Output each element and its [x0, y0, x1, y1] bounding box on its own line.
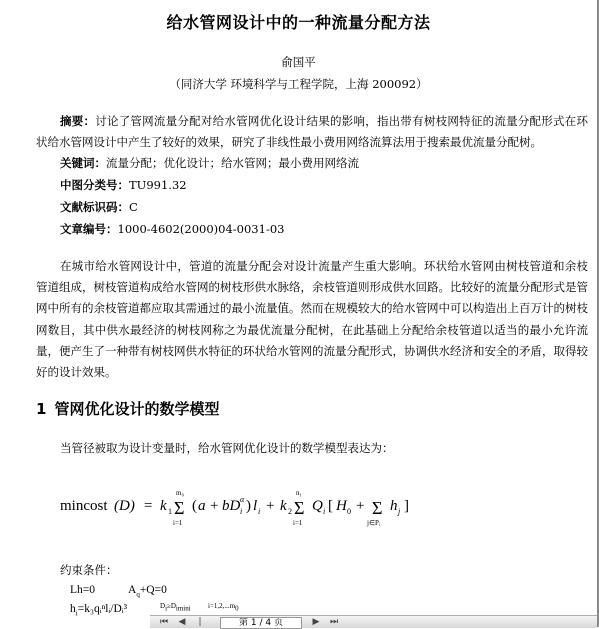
svg-text:i: i [323, 507, 326, 516]
svg-text:=: = [144, 498, 153, 514]
svg-text:Σ: Σ [294, 498, 305, 518]
constraint-2-sub: q [136, 590, 140, 599]
svg-text:Σ: Σ [372, 498, 383, 518]
constraints-label: 约束条件： [60, 563, 118, 577]
keywords-label: 关键词： [60, 156, 106, 170]
svg-text:i: i [258, 507, 261, 516]
constraint-2 [128, 584, 167, 598]
formula-svg [60, 478, 460, 528]
clc-text: TU991.32 [129, 178, 187, 192]
svg-text:+: + [266, 498, 275, 514]
constraint-4-rest: ≥D [167, 602, 176, 610]
section-intro: 当管径被取为设计变量时，给水管网优化设计的数学模型表达为： [60, 441, 394, 455]
abstract-label: 摘要： [60, 114, 96, 128]
svg-text:k: k [280, 498, 287, 514]
viewer-toolbar [150, 615, 597, 628]
svg-text:Σ: Σ [174, 498, 185, 518]
constraint-3-rest: =k₃qᵢⁿlᵢ/Dᵢ³ [77, 603, 128, 615]
svg-text:+: + [356, 498, 365, 514]
svg-text:k: k [160, 498, 167, 514]
clc-label: 中图分类号： [60, 178, 129, 192]
article-no-text: 1000-4602(2000)04-0031-03 [117, 222, 285, 236]
document-code [60, 199, 138, 215]
constraint-3 [70, 603, 127, 617]
svg-text:(: ( [192, 498, 197, 514]
article-no-label: 文章编号： [60, 222, 118, 236]
constraint-4-sub: i [165, 604, 168, 613]
svg-text:m₀: m₀ [176, 489, 184, 497]
constraint-4-main: D [160, 602, 166, 610]
svg-text:i: i [240, 507, 243, 516]
abstract-text: 讨论了管网流量分配对给水管网优化设计结果的影响，指出带有树枝网特征的流量分配形式在环状给水管网设计中产生了较好的效果，研究了非线性最小费用网络流算法用于搜索最优流量分配树。 [36, 114, 588, 149]
constraint-2-rest: +Q=0 [139, 584, 167, 596]
keywords [60, 155, 359, 171]
paper-author: 俞国平 [281, 55, 316, 69]
svg-text:): ) [246, 498, 251, 514]
svg-text:n₁: n₁ [296, 489, 302, 497]
constraint-1: Lh=0 [70, 584, 96, 596]
keywords-text: 流量分配；优化设计；给水管网；最小费用网络流 [106, 156, 359, 170]
svg-text:+: + [210, 498, 219, 514]
doc-code-text: C [129, 200, 138, 214]
svg-text:α: α [240, 495, 245, 504]
paper-affiliation: （同济大学 环境科学与工程学院，上海 200092） [169, 77, 428, 91]
svg-text:(D): (D) [114, 498, 135, 514]
constraint-3-sub: i [75, 609, 78, 618]
svg-text:1: 1 [168, 507, 172, 516]
doc-code-label: 文献标识码： [60, 200, 129, 214]
svg-text:Q: Q [312, 498, 323, 514]
svg-text:]: ] [404, 498, 409, 514]
svg-text:bD: bD [222, 498, 241, 514]
divider-icon: | [198, 617, 202, 627]
svg-text:j∈Pᵢ: j∈Pᵢ [367, 519, 381, 527]
svg-text:a: a [198, 498, 206, 514]
intro-paragraph: 在城市给水管网设计中，管道的流量分配会对设计流量产生重大影响。环状给水管网由树枝管道和余枝管道组成，树枝管道构成给水管网的树枝形供水脉络，余枝管道则形成供水回路。比较好的流量分配形式是管网中所有的余枝管道都应取其需通过的最小流量值。然而在规模较大的给水管网中可以构造出上百万计的树枝网数目，其中供水最经济的树枝网称之为最优流量分配树，在此基础上分配给余枝管道以适当的最小允许流量，便产生了一种带有树枝网供水特征的环状给水管网的流量分配形式，协调供水经济和安全的矛盾，取得较好的设计效果。 [36, 259, 588, 380]
constraint-5 [208, 602, 239, 612]
prev-page-icon[interactable]: ◀ [178, 617, 186, 627]
article-number [60, 221, 284, 237]
section-heading [36, 398, 219, 419]
svg-text:i=1: i=1 [173, 519, 183, 527]
last-page-icon[interactable]: ⏭ [329, 617, 339, 627]
section-number: 1 [36, 400, 47, 418]
constraint-5-main: i=1,2,...m [208, 602, 236, 610]
svg-text:mincost: mincost [60, 498, 108, 514]
section-title: 管网优化设计的数学模型 [54, 400, 220, 418]
paper-title: 给水管网设计中的一种流量分配方法 [166, 13, 431, 32]
clc-number [60, 177, 187, 193]
next-page-icon[interactable]: ▶ [312, 617, 320, 627]
abstract [36, 111, 588, 153]
constraint-4 [160, 602, 191, 612]
svg-text:0: 0 [347, 507, 351, 516]
svg-text:j: j [398, 507, 401, 516]
constraint-4-sub2: imini [175, 604, 191, 613]
constraint-3-main: h [70, 603, 76, 615]
svg-text:l: l [253, 498, 258, 514]
svg-text:H: H [336, 498, 347, 514]
svg-text:i=1: i=1 [293, 519, 303, 527]
objective-formula [60, 478, 460, 528]
svg-text:h: h [390, 498, 398, 514]
svg-text:[: [ [328, 498, 333, 514]
first-page-icon[interactable]: ⏮ [159, 617, 169, 627]
page-indicator[interactable]: 第 1 / 4 页 [220, 617, 302, 629]
constraint-5-sub: 0 [235, 604, 239, 613]
svg-text:2: 2 [288, 507, 292, 516]
constraint-2-main: A [128, 584, 137, 596]
